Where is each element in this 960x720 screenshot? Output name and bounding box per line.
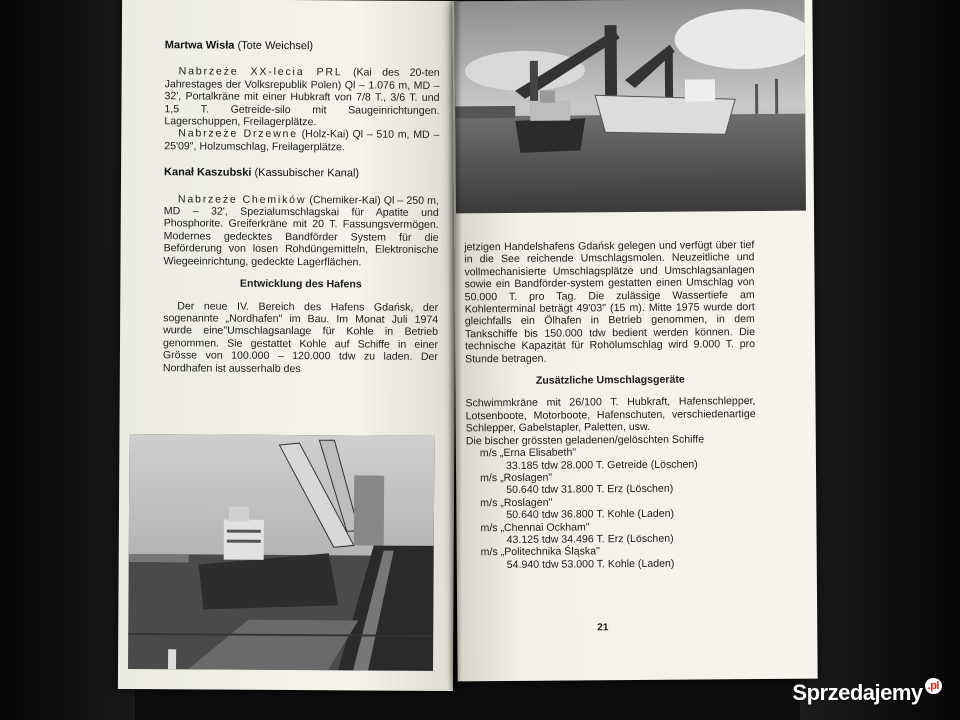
photo-harbour-tugboat xyxy=(454,0,806,213)
ship-entry xyxy=(466,495,756,522)
ship-data: 33.185 tdw 28.000 T. Getreide (Löschen) xyxy=(505,458,698,472)
paragraph-chemiker-kai: Nabrzeże Chemików (Chemiker-Kai) Ql – 250 m, MD – 32', Spezialumschlagskai für Apatite und Phosphorite. Greiferkräne mit 20 T. Fassungsvermögen. Modernes gedecktes Bandförder System für die Beförderung von losen Rohdüngemitteln, Elektronische Wiegeeinrichtung, gedeckte Lagerflächen. xyxy=(163,192,439,269)
ship-entry xyxy=(466,470,756,497)
ship-entry xyxy=(467,544,757,571)
photo-coal-terminal xyxy=(128,434,434,671)
ship-data: 50.640 tdw 36.800 T. Kohle (Laden) xyxy=(506,507,675,522)
section-title-entwicklung: Entwicklung des Hafens xyxy=(239,277,362,291)
section-title-martwa-wisla: Martwa Wisła (Tote Weichsel) xyxy=(164,39,314,53)
ship-name: m/s „Erna Elisabeth" xyxy=(479,446,577,460)
page-number: 21 xyxy=(597,622,609,634)
book-gutter xyxy=(448,0,462,690)
paragraph-groesste-schiffe: Die bischer grössten geladenen/gelöschten Schiffe xyxy=(465,433,705,448)
ship-entry xyxy=(466,520,756,547)
right-page xyxy=(452,0,817,681)
ships-list xyxy=(466,445,757,571)
paragraph-schwimmkraene: Schwimmkräne mit 26/100 T. Hubkraft, Hafenschlepper, Lotsenboote, Motorboote, Hafenschuten, verschiedenartige Schlepper, Gabelstapler, Paletten, usw. xyxy=(465,395,756,435)
ship-name: m/s „Roslagen" xyxy=(480,471,553,485)
right-page-text xyxy=(464,239,757,571)
watermark-logo: Sprzedajemy $^{.pl}$ xyxy=(792,680,942,706)
ship-data: 50.640 tdw 31.800 T. Erz (Löschen) xyxy=(506,483,674,497)
ship-name: m/s „Politechnika Śląska" xyxy=(480,545,600,559)
ship-data: 54.940 tdw 53.000 T. Kohle (Laden) xyxy=(506,557,675,571)
ship-name: m/s „Roslagen" xyxy=(480,496,553,509)
left-page xyxy=(118,0,457,691)
paragraph-kai-xx-lecia: Nabrzeże XX-lecia PRL (Kai des 20-ten Jahrestages der Volksrepublik Polen) Ql – 1.076 m, MD – 32', Portalkräne mit einer Hubkraft von 7/8 T., 3/6 T. und 1,5 T. Getreide-silo mit Saugeinrichtungen. Lagerschuppen, Freilagerplätze. xyxy=(164,65,440,129)
background-right xyxy=(800,0,960,720)
section-title-kanal-kaszubski: Kanał Kaszubski (Kassubischer Kanal) xyxy=(164,166,360,180)
paragraph-nordhafen: Der neue IV. Bereich des Hafens Gdańsk, der sogenannte „Nordhafen" im Bau. Im Monat Juli 1974 wurde eine"Umschlagsanlage für Kohle in Betrieb genommen. Sie gestattet Kohle auf Schiffe in einer Grösse von 100.000 – 120.000 tdw zu laden. Der Nordhafen ist ausserhalb des xyxy=(162,299,439,375)
background-left xyxy=(0,0,135,720)
open-booklet xyxy=(120,0,815,700)
left-page-text xyxy=(163,39,440,376)
section-title-umschlagsgeraete: Zusätzliche Umschlagsgeräte xyxy=(535,373,685,387)
ship-name: m/s „Chennai Ockham" xyxy=(480,520,590,534)
paragraph-handelshafen: jetzigen Handelshafens Gdańsk gelegen und verfügt über tief in die See reichende Umschlagsmolen. Neuzeitliche und vollmechanisierte Umschlagsplätze und Umschlagsanlagen sowie ein Bandförder-system gestatten einen Umschlag von 50.000 T. pro Tag. Die zulässige Wassertiefe am Kohlenterminal beträgt 49'03" (15 m). Mitte 1975 wurde dort gleichfalls ein Ölhafen in Betrieb genommen, in dem Tankschiffe bis 150.000 tdw bedient werden können. Die technische Kapazität für Rohölumschlag wird 9.000 T. pro Stunde betragen. xyxy=(464,239,756,365)
paragraph-holz-kai: Nabrzeże Drzewne (Holz-Kai) Ql – 510 m, MD – 25'09", Holzumschlag, Freilagerplätze. xyxy=(164,127,440,154)
ship-data: 43.125 tdw 34.496 T. Erz (Löschen) xyxy=(506,532,674,546)
ship-entry xyxy=(466,445,756,472)
